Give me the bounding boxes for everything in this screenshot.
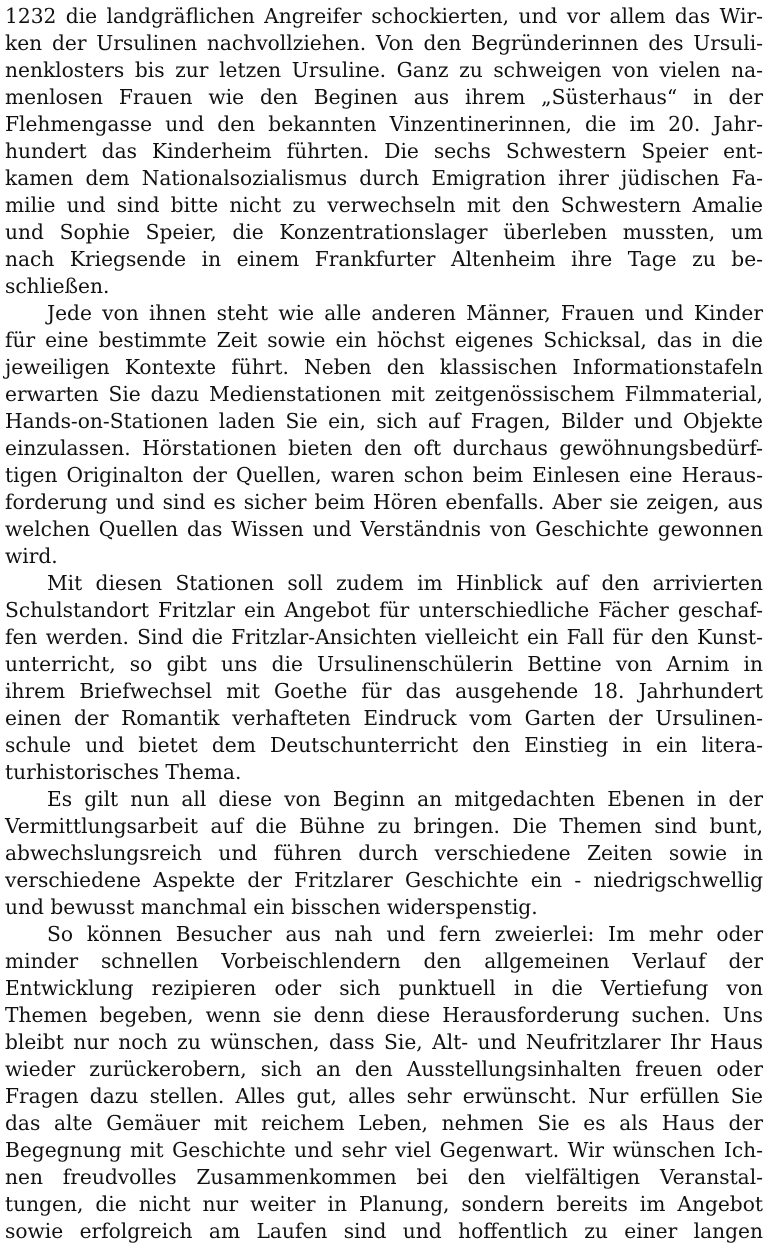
text-line: milie und sind bitte nicht zu verwechseln mit den Schwestern Amalie bbox=[5, 193, 763, 217]
paragraph bbox=[5, 570, 763, 786]
text-line: kamen dem Nationalsozialismus durch Emigration ihrer jüdischen Fa- bbox=[5, 166, 763, 190]
text-line: nach Kriegsende in einem Frankfurter Altenheim ihre Tage zu be- bbox=[5, 247, 763, 271]
paragraph bbox=[5, 3, 763, 300]
text-line: So können Besucher aus nah und fern zweierlei: Im mehr oder bbox=[47, 922, 763, 946]
text-line: wieder zurückerobern, sich an den Ausstellungsinhalten freuen oder bbox=[5, 1057, 763, 1081]
text-line: ihrem Briefwechsel mit Goethe für das ausgehende 18. Jahrhundert bbox=[5, 679, 763, 703]
text-line: minder schnellen Vorbeischlendern den allgemeinen Verlauf der bbox=[5, 949, 763, 973]
text-line: Fragen dazu stellen. Alles gut, alles sehr erwünscht. Nur erfüllen Sie bbox=[5, 1084, 763, 1108]
text-line: nenklosters bis zur letzen Ursuline. Ganz zu schweigen von vielen na- bbox=[5, 58, 763, 82]
text-line: hundert das Kinderheim führten. Die sechs Schwestern Speier ent- bbox=[5, 139, 763, 163]
text-line: das alte Gemäuer mit reichem Leben, nehmen Sie es als Haus der bbox=[5, 1111, 763, 1135]
document-page bbox=[5, 0, 763, 1243]
text-line: Hands-on-Stationen laden Sie ein, sich auf Fragen, Bilder und Objekte bbox=[5, 409, 763, 433]
text-line: sowie erfolgreich am Laufen sind und hoffentlich zu einer langen bbox=[5, 1219, 763, 1243]
text-line: Vermittlungsarbeit auf die Bühne zu bringen. Die Themen sind bunt, bbox=[5, 814, 763, 838]
text-line: bleibt nur noch zu wünschen, dass Sie, Alt- und Neufritzlarer Ihr Haus bbox=[5, 1030, 763, 1054]
text-line: für eine bestimmte Zeit sowie ein höchst eigenes Schicksal, das in die bbox=[5, 328, 763, 352]
text-line: tungen, die nicht nur weiter in Planung, sondern bereits im Angebot bbox=[5, 1192, 763, 1216]
text-line: fen werden. Sind die Fritzlar-Ansichten vielleicht ein Fall für den Kunst- bbox=[5, 625, 763, 649]
text-line: turhistorisches Thema. bbox=[5, 760, 242, 784]
text-body bbox=[5, 3, 763, 1245]
text-line: schließen. bbox=[5, 274, 110, 298]
text-line: Mit diesen Stationen soll zudem im Hinblick auf den arrivierten bbox=[47, 571, 763, 595]
text-line: schule und bietet dem Deutschunterricht den Einstieg in ein litera- bbox=[5, 733, 763, 757]
text-line: jeweiligen Kontexte führt. Neben den klassischen Informationstafeln bbox=[5, 355, 763, 379]
text-line: 1232 die landgräflichen Angreifer schockierten, und vor allem das Wir- bbox=[5, 4, 763, 28]
text-line: Flehmengasse und den bekannten Vinzentinerinnen, die im 20. Jahr- bbox=[5, 112, 763, 136]
text-line: nen freudvolles Zusammenkommen bei den vielfältigen Veranstal- bbox=[5, 1165, 763, 1189]
text-line: wird. bbox=[5, 544, 58, 568]
text-line: einzulassen. Hörstationen bieten den oft durchaus gewöhnungsbedürf- bbox=[5, 436, 763, 460]
text-line: erwarten Sie dazu Medienstationen mit zeitgenössischem Filmmaterial, bbox=[5, 382, 763, 406]
paragraph bbox=[5, 921, 763, 1245]
text-line: Entwicklung rezipieren oder sich punktuell in die Vertiefung von bbox=[5, 976, 763, 1000]
text-line: einen der Romantik verhafteten Eindruck vom Garten der Ursulinen- bbox=[5, 706, 763, 730]
text-line: Schulstandort Fritzlar ein Angebot für unterschiedliche Fächer geschaf- bbox=[5, 598, 763, 622]
text-line: menlosen Frauen wie den Beginen aus ihrem „Süsterhaus“ in der bbox=[5, 85, 763, 109]
text-line: welchen Quellen das Wissen und Verständnis von Geschichte gewonnen bbox=[5, 517, 763, 541]
text-line: und Sophie Speier, die Konzentrationslager überleben mussten, um bbox=[5, 220, 763, 244]
paragraph bbox=[5, 300, 763, 570]
text-line: Begegnung mit Geschichte und sehr viel Gegenwart. Wir wünschen Ich- bbox=[5, 1138, 763, 1162]
text-line: und bewusst manchmal ein bisschen widerspenstig. bbox=[5, 895, 538, 919]
text-line: forderung und sind es sicher beim Hören ebenfalls. Aber sie zeigen, aus bbox=[5, 490, 763, 514]
paragraph bbox=[5, 786, 763, 921]
text-line: unterricht, so gibt uns die Ursulinenschülerin Bettine von Arnim in bbox=[5, 652, 763, 676]
text-line: verschiedene Aspekte der Fritzlarer Geschichte ein - niedrigschwellig bbox=[5, 868, 763, 892]
text-line: Themen begeben, wenn sie denn diese Herausforderung suchen. Uns bbox=[5, 1003, 763, 1027]
text-line: Jede von ihnen steht wie alle anderen Männer, Frauen und Kinder bbox=[47, 301, 763, 325]
text-line: Es gilt nun all diese von Beginn an mitgedachten Ebenen in der bbox=[47, 787, 763, 811]
text-line: ken der Ursulinen nachvollziehen. Von den Begründerinnen des Ursuli- bbox=[5, 31, 763, 55]
text-line: tigen Originalton der Quellen, waren schon beim Einlesen eine Heraus- bbox=[5, 463, 763, 487]
text-line: abwechslungsreich und führen durch verschiedene Zeiten sowie in bbox=[5, 841, 763, 865]
